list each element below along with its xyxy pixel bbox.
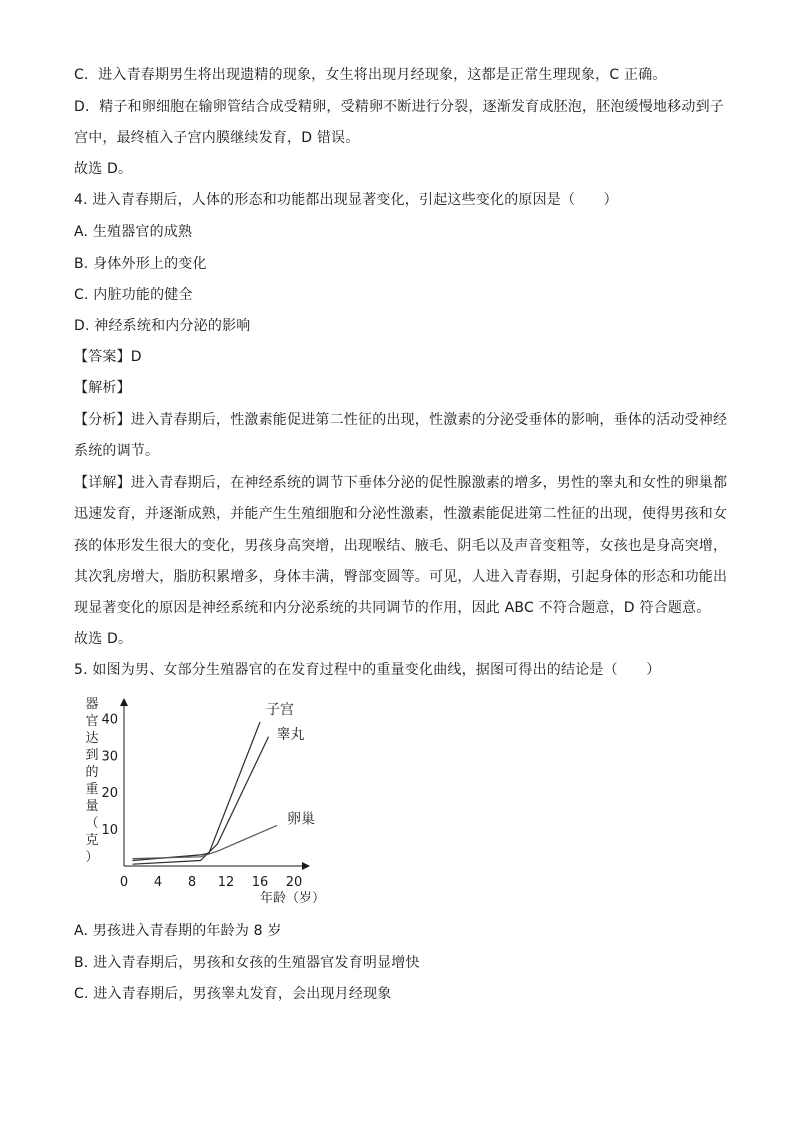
- y-label-char: 达: [85, 731, 99, 746]
- detail-text-2: 迅速发育，并逐渐成熟，并能产生生殖细胞和分泌性激素，性激素能促进第二性征的出现，使得男孩和女: [74, 506, 728, 522]
- question-4-option-c: C. 内脏功能的健全: [74, 287, 193, 303]
- analysis-label: 【解析】: [74, 380, 131, 396]
- series-label-3: 卵巢: [287, 811, 315, 828]
- text-line-4: 故选 D。: [74, 161, 133, 177]
- question-5-option-b: B. 进入青春期后，男孩和女孩的生殖器官发育明显增快: [74, 955, 420, 971]
- x-tick-label: 4: [153, 875, 163, 890]
- y-label-char: 克: [85, 833, 99, 848]
- detail-text-1: 【详解】进入青春期后，在神经系统的调节下垂体分泌的促性腺激素的增多，男性的睾丸和女性的卵巢都: [74, 475, 728, 491]
- y-axis-label: [85, 697, 98, 865]
- text-line-3: 宫中，最终植入子宫内膜继续发育，D 错误。: [74, 130, 360, 146]
- text-line-2: D．精子和卵细胞在输卵管结合成受精卵，受精卵不断进行分裂，逐渐发育成胚泡，胚泡缓慢地移动到子: [74, 99, 724, 115]
- y-tick-label: 30: [101, 749, 118, 765]
- y-label-char: 的: [85, 765, 99, 780]
- y-label-char: 官: [85, 714, 99, 729]
- question-5-option-a: A. 男孩进入青春期的年龄为 8 岁: [74, 923, 282, 939]
- y-label-char: 到: [85, 748, 99, 763]
- y-tick-label: 20: [101, 786, 118, 802]
- y-label-char: （: [85, 816, 99, 831]
- detail-text-5: 现显著变化的原因是神经系统和内分泌系统的共同调节的作用，因此 ABC 不符合题意，D 符合题意。: [74, 600, 711, 616]
- x-tick-label: 20: [285, 875, 303, 890]
- answer-label: 【答案】D: [74, 349, 142, 365]
- text-line-1: C．进入青春期男生将出现遗精的现象，女生将出现月经现象，这都是正常生理现象，C 正确。: [74, 67, 667, 83]
- question-4-stem: 4. 进入青春期后，人体的形态和功能都出现显著变化，引起这些变化的原因是（ ）: [74, 192, 618, 208]
- detail-text-6: 故选 D。: [74, 631, 133, 647]
- question-5-option-c: C. 进入青春期后，男孩睾丸发育，会出现月经现象: [74, 986, 392, 1002]
- x-tick-label: 12: [217, 875, 235, 890]
- series-label-2: 睾丸: [276, 726, 305, 743]
- y-label-char: 器: [85, 697, 99, 712]
- analysis-text-1: 【分析】进入青春期后，性激素能促进第二性征的出现，性激素的分泌受垂体的影响，垂体的活动受神经: [74, 412, 728, 428]
- question-4-option-a: A. 生殖器官的成熟: [74, 224, 193, 240]
- detail-text-3: 孩的体形发生很大的变化，男孩身高突增，出现喉结、腋毛、阴毛以及声音变粗等，女孩也是身高突增，: [74, 538, 728, 554]
- y-label-char: 重: [85, 782, 99, 797]
- series-label-1: 子宫: [266, 702, 294, 719]
- y-tick-label: 40: [101, 712, 118, 728]
- y-tick-label: 10: [101, 823, 118, 839]
- detail-text-4: 其次乳房增大，脂肪积累增多，身体丰满，臀部变圆等。可见，人进入青春期，引起身体的形态和功能出: [74, 569, 728, 585]
- x-tick-label: 0: [119, 875, 129, 890]
- y-label-char: ）: [85, 850, 99, 865]
- y-label-char: 量: [85, 799, 99, 814]
- organ-weight-chart: [74, 694, 364, 910]
- analysis-text-2: 系统的调节。: [74, 443, 160, 459]
- x-tick-label: 16: [251, 875, 269, 890]
- series-line-1: [133, 722, 261, 860]
- chart-svg: [74, 694, 364, 910]
- question-4-option-d: D. 神经系统和内分泌的影响: [74, 318, 251, 334]
- series-line-2: [133, 737, 269, 864]
- question-4-option-b: B. 身体外形上的变化: [74, 256, 207, 272]
- x-tick-label: 8: [187, 875, 197, 890]
- x-axis-label: 年龄（岁）: [260, 891, 326, 906]
- question-5-stem: 5. 如图为男、女部分生殖器官的在发育过程中的重量变化曲线，据图可得出的结论是（ ）: [74, 662, 661, 678]
